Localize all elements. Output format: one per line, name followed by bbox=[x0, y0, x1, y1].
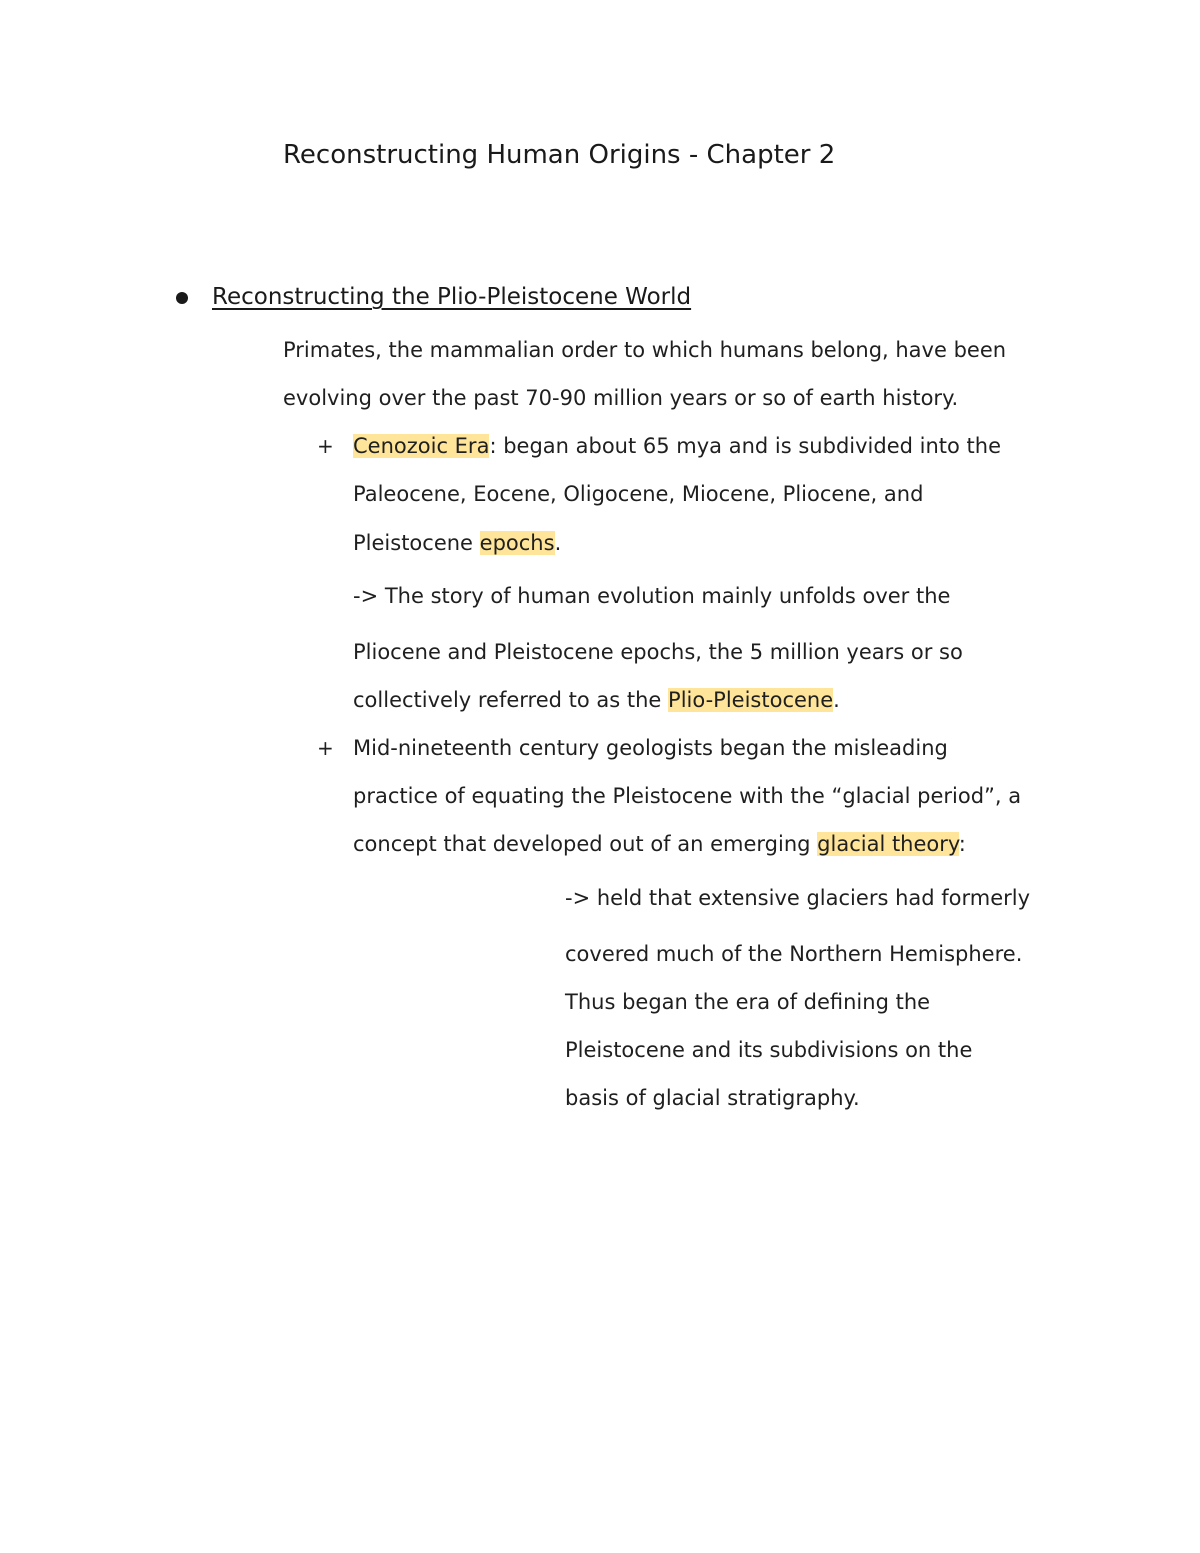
page-title: Reconstructing Human Origins - Chapter 2 bbox=[283, 140, 836, 170]
item2-sub-line: basis of glacial stratigraphy. bbox=[565, 1086, 860, 1110]
item2-line3-end: : bbox=[958, 832, 966, 856]
item1-line3-end: . bbox=[554, 531, 562, 555]
highlighted-term: epochs bbox=[479, 531, 555, 555]
item2-line1: Mid-nineteenth century geologists began the misleading bbox=[353, 736, 948, 760]
section-heading: Reconstructing the Plio-Pleistocene World bbox=[212, 284, 692, 310]
plus-bullet-icon: + bbox=[317, 736, 334, 760]
item1-arrow-line3-end: . bbox=[833, 688, 840, 712]
item1-line2: Paleocene, Eocene, Oligocene, Miocene, Pliocene, and bbox=[353, 482, 924, 506]
item2-sub-line: Pleistocene and its subdivisions on the bbox=[565, 1038, 973, 1062]
intro-line: Primates, the mammalian order to which humans belong, have been bbox=[283, 338, 1007, 362]
item2-line3-text: concept that developed out of an emerging bbox=[353, 832, 818, 856]
item1-arrow-line2: Pliocene and Pleistocene epochs, the 5 million years or so bbox=[353, 640, 963, 664]
item2-sub-line: covered much of the Northern Hemisphere. bbox=[565, 942, 1023, 966]
item1-line1 bbox=[353, 431, 1001, 461]
item2-sub-line: Thus began the era of defining the bbox=[565, 990, 931, 1014]
bullet-dot-icon bbox=[176, 292, 188, 304]
item1-arrow-line3 bbox=[353, 685, 840, 715]
intro-line: evolving over the past 70-90 million years or so of earth history. bbox=[283, 386, 959, 410]
item1-arrow-line3-text: collectively referred to as the bbox=[353, 688, 669, 712]
highlighted-term: Plio-Pleistocene bbox=[668, 688, 834, 712]
highlighted-term: glacial theory bbox=[817, 832, 959, 856]
item2-line2: practice of equating the Pleistocene with the “glacial period”, a bbox=[353, 784, 1022, 808]
item1-line1-text: : began about 65 mya and is subdivided into the bbox=[489, 434, 1001, 458]
item2-sub-line: -> held that extensive glaciers had formerly bbox=[565, 886, 1031, 910]
item1-line3-text: Pleistocene bbox=[353, 531, 480, 555]
highlighted-term: Cenozoic Era bbox=[353, 434, 490, 458]
plus-bullet-icon: + bbox=[317, 434, 334, 458]
item1-arrow-line1: -> The story of human evolution mainly unfolds over the bbox=[353, 584, 951, 608]
item1-line3 bbox=[353, 528, 561, 558]
item2-line3 bbox=[353, 829, 966, 859]
